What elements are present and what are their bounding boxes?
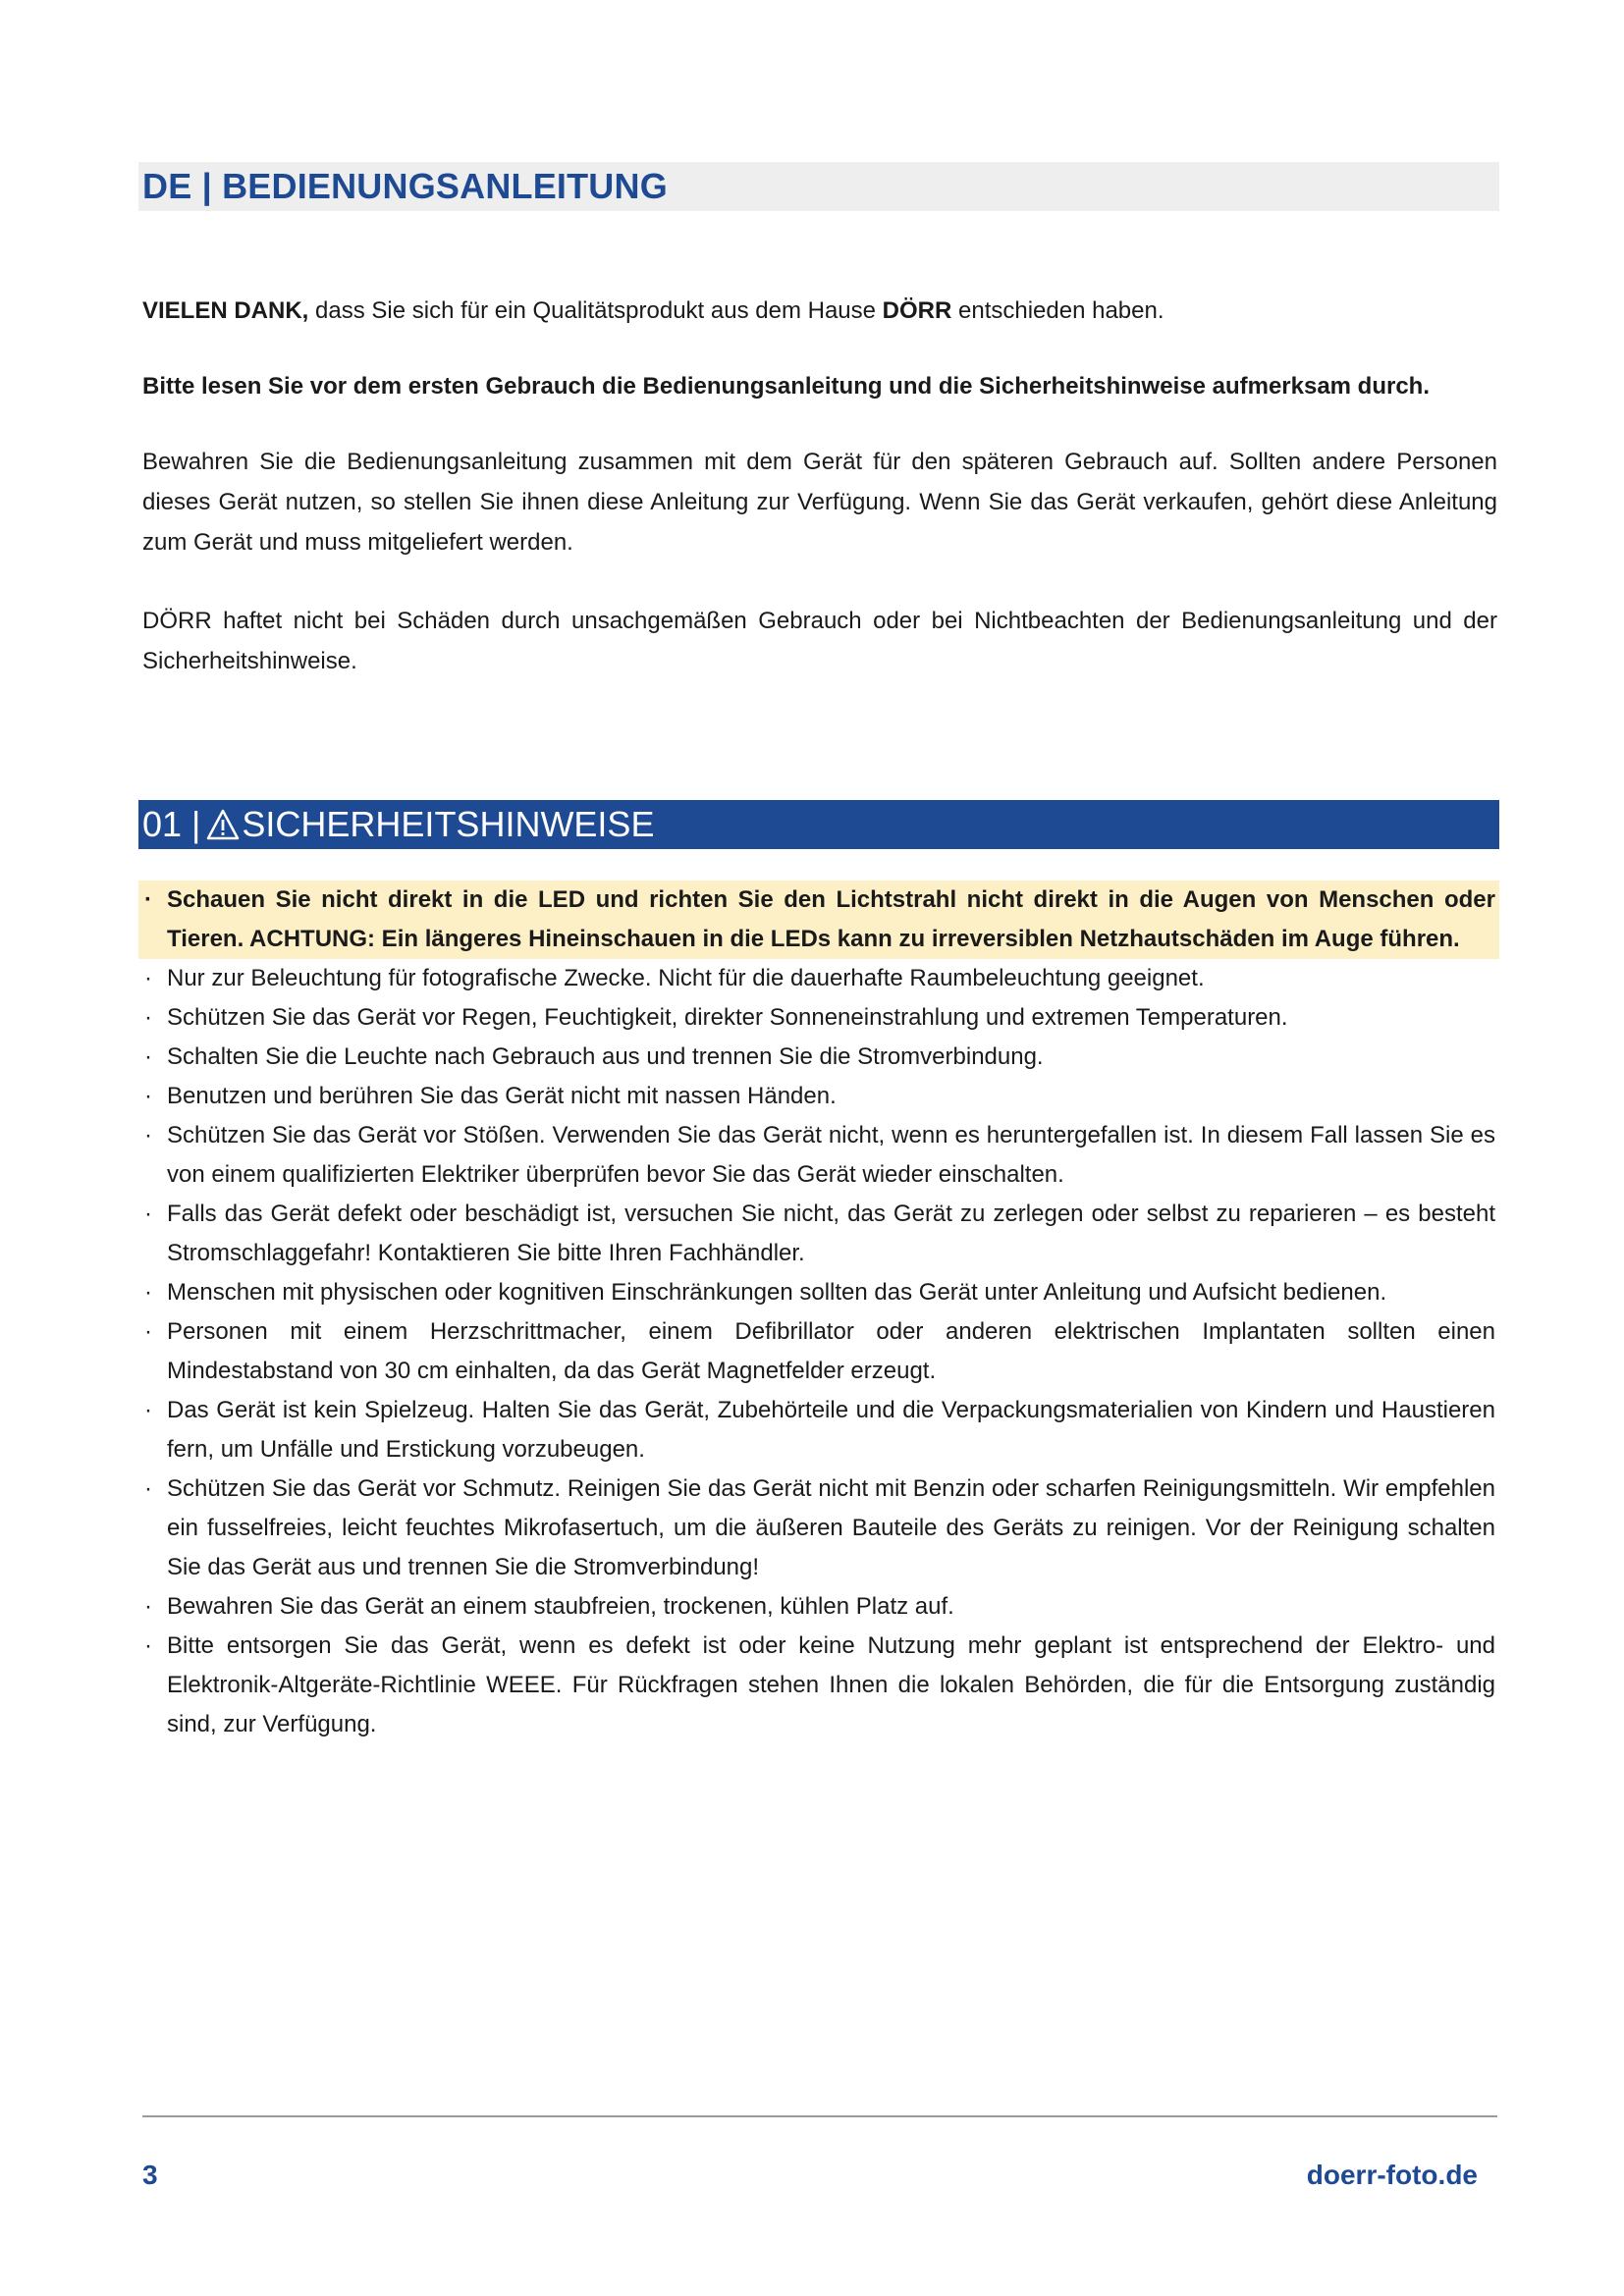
section-number: 01 | bbox=[142, 804, 201, 844]
list-item bbox=[138, 1469, 1499, 1587]
list-item-text: Schützen Sie das Gerät vor Stößen. Verwenden Sie das Gerät nicht, wenn es heruntergefallen ist. In diesem Fall lassen Sie es von einem qualifizierten Elektriker überprüfen bevor Sie das Gerät wieder einschalten. bbox=[167, 1122, 1495, 1188]
list-item-text: Bewahren Sie das Gerät an einem staubfreien, trockenen, kühlen Platz auf. bbox=[167, 1593, 954, 1620]
bullet: · bbox=[144, 1318, 152, 1345]
list-item bbox=[138, 1312, 1499, 1391]
bullet: · bbox=[144, 1593, 152, 1620]
list-item-text: Schützen Sie das Gerät vor Regen, Feuchtigkeit, direkter Sonneneinstrahlung und extremen Temperaturen. bbox=[167, 1004, 1288, 1031]
section-heading bbox=[138, 800, 1499, 849]
list-item-text: Schalten Sie die Leuchte nach Gebrauch aus und trennen Sie die Stromverbindung. bbox=[167, 1043, 1044, 1070]
list-item bbox=[138, 1038, 1499, 1077]
bullet: · bbox=[144, 1475, 152, 1502]
list-item-text: Schützen Sie das Gerät vor Schmutz. Reinigen Sie das Gerät nicht mit Benzin oder scharfen Reinigungsmitteln. Wir empfehlen ein fusselfreies, leicht feuchtes Mikrofasertuch, um die äußeren Bauteile des Geräts zu reinigen. Vor der Reinigung schalten Sie das Gerät aus und trennen Sie die Stromverbindung! bbox=[167, 1475, 1495, 1580]
bullet: · bbox=[144, 1201, 152, 1227]
list-item-text: Schauen Sie nicht direkt in die LED und richten Sie den Lichtstrahl nicht direkt in die Augen von Menschen oder Tieren. ACHTUNG: Ein längeres Hineinschauen in die LEDs kann zu irreversiblen Netzhautschäden im Auge führen. bbox=[167, 886, 1495, 952]
list-item-text: Das Gerät ist kein Spielzeug. Halten Sie das Gerät, Zubehörteile und die Verpackungsmaterialien von Kindern und Haustieren fern, um Unfälle und Erstickung vorzubeugen. bbox=[167, 1397, 1495, 1463]
list-item-text: Bitte entsorgen Sie das Gerät, wenn es defekt ist oder keine Nutzung mehr geplant ist entsprechend der Elektro- und Elektronik-Altgeräte-Richtlinie WEEE. Für Rückfragen stehen Ihnen die lokalen Behörden, die für die Entsorgung zuständig sind, zur Verfügung. bbox=[167, 1632, 1495, 1737]
list-item-text: Nur zur Beleuchtung für fotografische Zwecke. Nicht für die dauerhafte Raumbeleuchtung geeignet. bbox=[167, 965, 1205, 991]
thanks-paragraph bbox=[142, 291, 1497, 331]
liability-notice: DÖRR haftet nicht bei Schäden durch unsachgemäßen Gebrauch oder bei Nichtbeachten der Bedienungsanleitung und der Sicherheitshinweise. bbox=[142, 608, 1497, 674]
section-title: SICHERHEITSHINWEISE bbox=[242, 804, 655, 844]
list-item bbox=[138, 998, 1499, 1038]
bullet: · bbox=[144, 886, 152, 913]
list-item-text: Personen mit einem Herzschrittmacher, einem Defibrillator oder anderen elektrischen Implantaten sollten einen Mindestabstand von 30 cm einhalten, da das Gerät Magnetfelder erzeugt. bbox=[167, 1318, 1495, 1384]
title-bar bbox=[138, 162, 1499, 211]
thanks-text-2: entschieden haben. bbox=[951, 297, 1164, 324]
bullet: · bbox=[144, 965, 152, 991]
website-link[interactable]: doerr-foto.de bbox=[1306, 2160, 1478, 2190]
bullet: · bbox=[144, 1632, 152, 1659]
list-item bbox=[138, 1627, 1499, 1744]
list-item-text: Menschen mit physischen oder kognitiven Einschränkungen sollten das Gerät unter Anleitung und Aufsicht bedienen. bbox=[167, 1279, 1387, 1306]
list-item bbox=[138, 1391, 1499, 1469]
warning-triangle-icon bbox=[206, 808, 240, 841]
thanks-bold: VIELEN DANK, bbox=[142, 297, 309, 324]
list-item bbox=[138, 959, 1499, 998]
page-title: DE | BEDIENUNGSANLEITUNG bbox=[142, 166, 668, 206]
bullet: · bbox=[144, 1083, 152, 1109]
page-number: 3 bbox=[142, 2160, 158, 2190]
bullet: · bbox=[144, 1043, 152, 1070]
list-item bbox=[138, 1195, 1499, 1273]
keep-notice: Bewahren Sie die Bedienungsanleitung zusammen mit dem Gerät für den späteren Gebrauch auf. Sollten andere Personen dieses Gerät nutzen, so stellen Sie ihnen diese Anleitung zur Verfügung. Wenn Sie das Gerät verkaufen, gehört diese Anleitung zum Gerät und muss mitgeliefert werden. bbox=[142, 449, 1497, 556]
safety-list bbox=[138, 881, 1499, 1744]
list-item bbox=[138, 1587, 1499, 1627]
list-item-warning bbox=[138, 881, 1499, 959]
read-notice: Bitte lesen Sie vor dem ersten Gebrauch die Bedienungsanleitung und die Sicherheitshinweise aufmerksam durch. bbox=[142, 373, 1431, 400]
thanks-text-1: dass Sie sich für ein Qualitätsprodukt aus dem Hause bbox=[308, 297, 883, 324]
brand-name: DÖRR bbox=[882, 297, 952, 324]
bullet: · bbox=[144, 1122, 152, 1148]
list-item-text: Falls das Gerät defekt oder beschädigt ist, versuchen Sie nicht, das Gerät zu zerlegen oder selbst zu reparieren – es besteht Stromschlaggefahr! Kontaktieren Sie bitte Ihren Fachhändler. bbox=[167, 1201, 1495, 1266]
footer-divider bbox=[142, 2115, 1497, 2117]
bullet: · bbox=[144, 1397, 152, 1423]
bullet: · bbox=[144, 1279, 152, 1306]
list-item bbox=[138, 1273, 1499, 1312]
list-item-text: Benutzen und berühren Sie das Gerät nicht mit nassen Händen. bbox=[167, 1083, 837, 1109]
list-item bbox=[138, 1116, 1499, 1195]
bullet: · bbox=[144, 1004, 152, 1031]
list-item bbox=[138, 1077, 1499, 1116]
